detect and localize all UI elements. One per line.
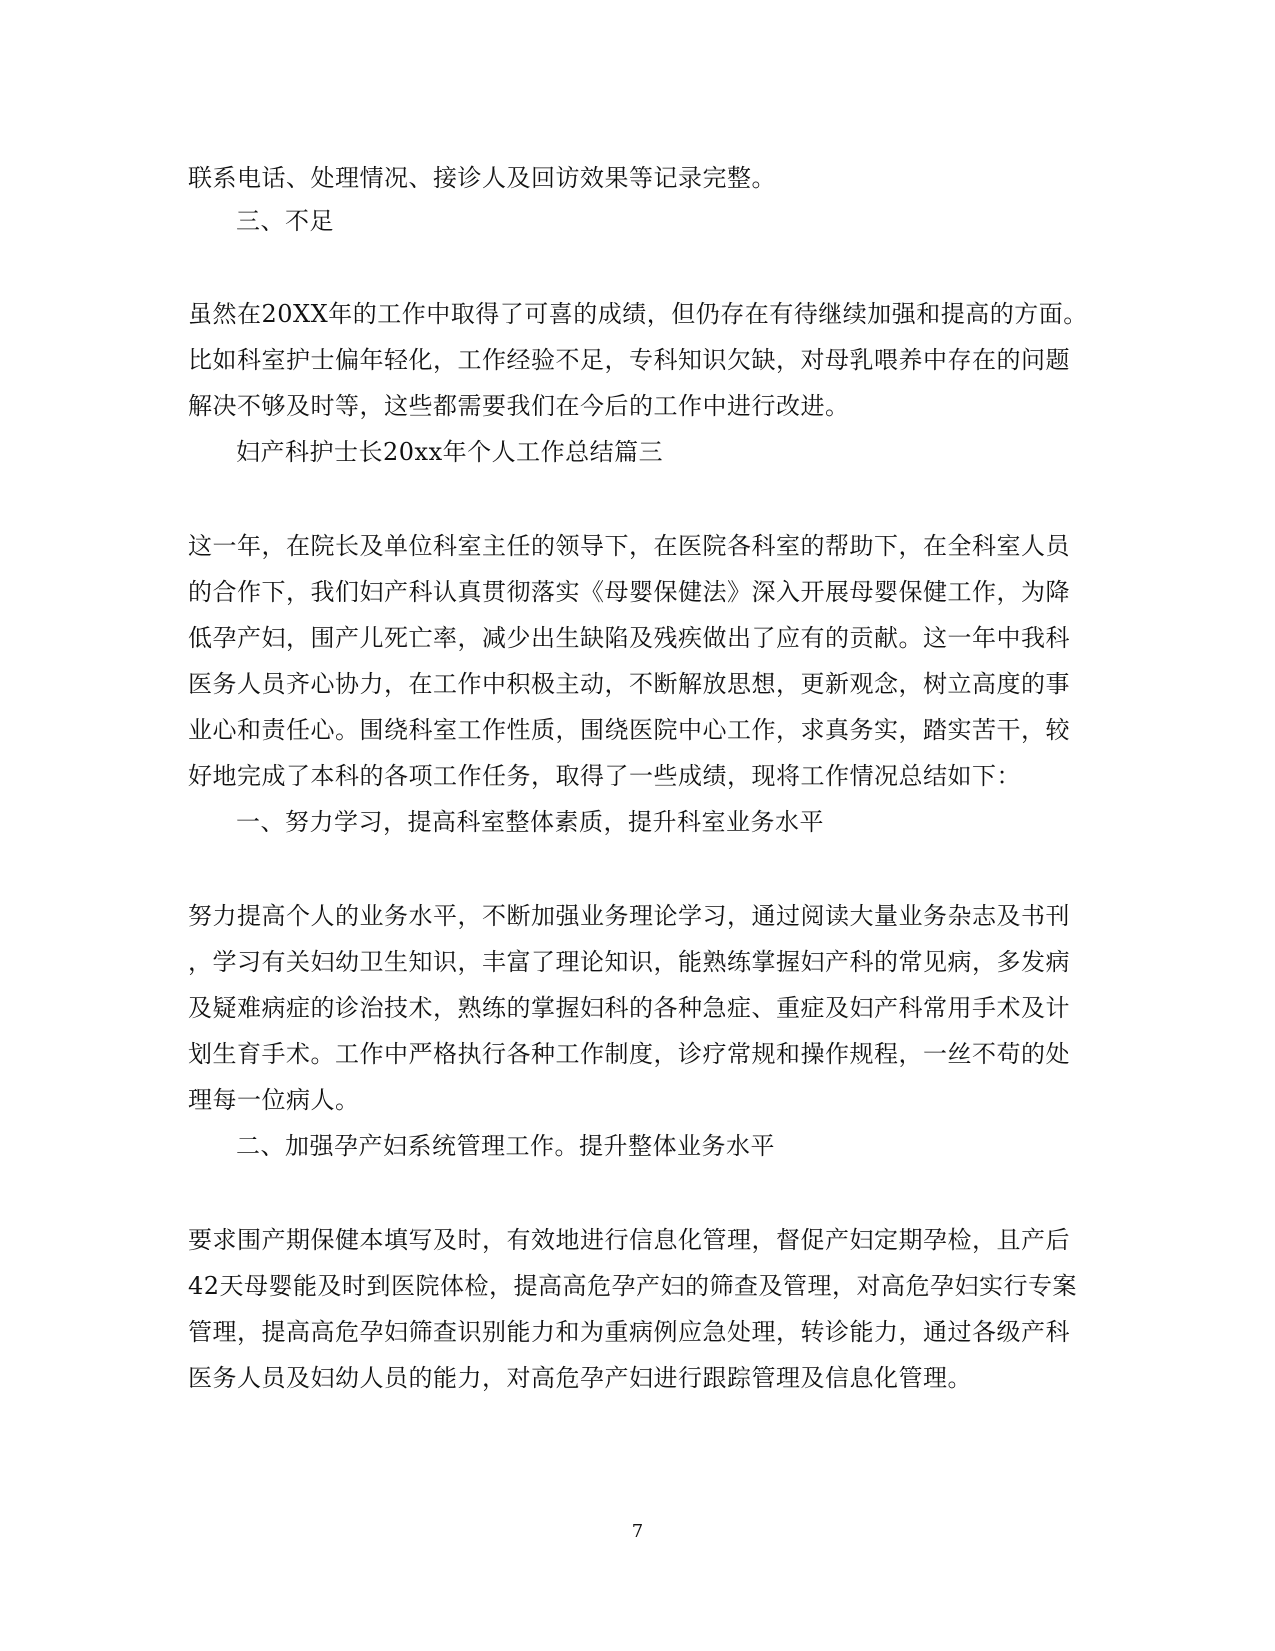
text-line: 医务人员及妇幼人员的能力，对高危孕产妇进行跟踪管理及信息化管理。 [188, 1364, 972, 1392]
text-line: 业心和责任心。围绕科室工作性质，围绕医院中心工作，求真务实，踏实苦干，较 [188, 716, 1070, 744]
text-line: 联系电话、处理情况、接诊人及回访效果等记录完整。 [188, 164, 776, 192]
text-line: 这一年，在院长及单位科室主任的领导下，在医院各科室的帮助下，在全科室人员 [188, 532, 1070, 560]
text-line: 医务人员齐心协力，在工作中积极主动，不断解放思想，更新观念，树立高度的事 [188, 670, 1070, 698]
text-line: 管理，提高高危孕妇筛查识别能力和为重病例应急处理，转诊能力，通过各级产科 [188, 1318, 1070, 1346]
article-title: 妇产科护士长20xx年个人工作总结篇三 [236, 438, 664, 466]
text-line: 努力提高个人的业务水平，不断加强业务理论学习，通过阅读大量业务杂志及书刊 [188, 902, 1070, 930]
text-line: 虽然在20XX年的工作中取得了可喜的成绩，但仍存在有待继续加强和提高的方面。 [188, 300, 1088, 328]
text-line: 好地完成了本科的各项工作任务，取得了一些成绩，现将工作情况总结如下： [188, 762, 1021, 790]
text-line: 低孕产妇，围产儿死亡率，减少出生缺陷及残疾做出了应有的贡献。这一年中我科 [188, 624, 1070, 652]
text-line: 42天母婴能及时到医院体检，提高高危孕产妇的筛查及管理，对高危孕妇实行专案 [188, 1272, 1078, 1300]
text-line: 理每一位病人。 [188, 1086, 360, 1114]
text-line: 的合作下，我们妇产科认真贯彻落实《母婴保健法》深入开展母婴保健工作，为降 [188, 578, 1070, 606]
text-line: 划生育手术。工作中严格执行各种工作制度，诊疗常规和操作规程，一丝不苟的处 [188, 1040, 1070, 1068]
section-heading: 三、不足 [236, 207, 334, 235]
text-line: 要求围产期保健本填写及时，有效地进行信息化管理，督促产妇定期孕检，且产后 [188, 1226, 1070, 1254]
text-line: 比如科室护士偏年轻化，工作经验不足，专科知识欠缺，对母乳喂养中存在的问题 [188, 346, 1070, 374]
text-line: 及疑难病症的诊治技术，熟练的掌握妇科的各种急症、重症及妇产科常用手术及计 [188, 994, 1070, 1022]
text-line: ，学习有关妇幼卫生知识，丰富了理论知识，能熟练掌握妇产科的常见病，多发病 [188, 948, 1070, 976]
text-line: 解决不够及时等，这些都需要我们在今后的工作中进行改进。 [188, 392, 850, 420]
page-number: 7 [631, 1521, 644, 1542]
section-heading: 二、加强孕产妇系统管理工作。提升整体业务水平 [236, 1132, 775, 1160]
section-heading: 一、努力学习，提高科室整体素质，提升科室业务水平 [236, 808, 824, 836]
